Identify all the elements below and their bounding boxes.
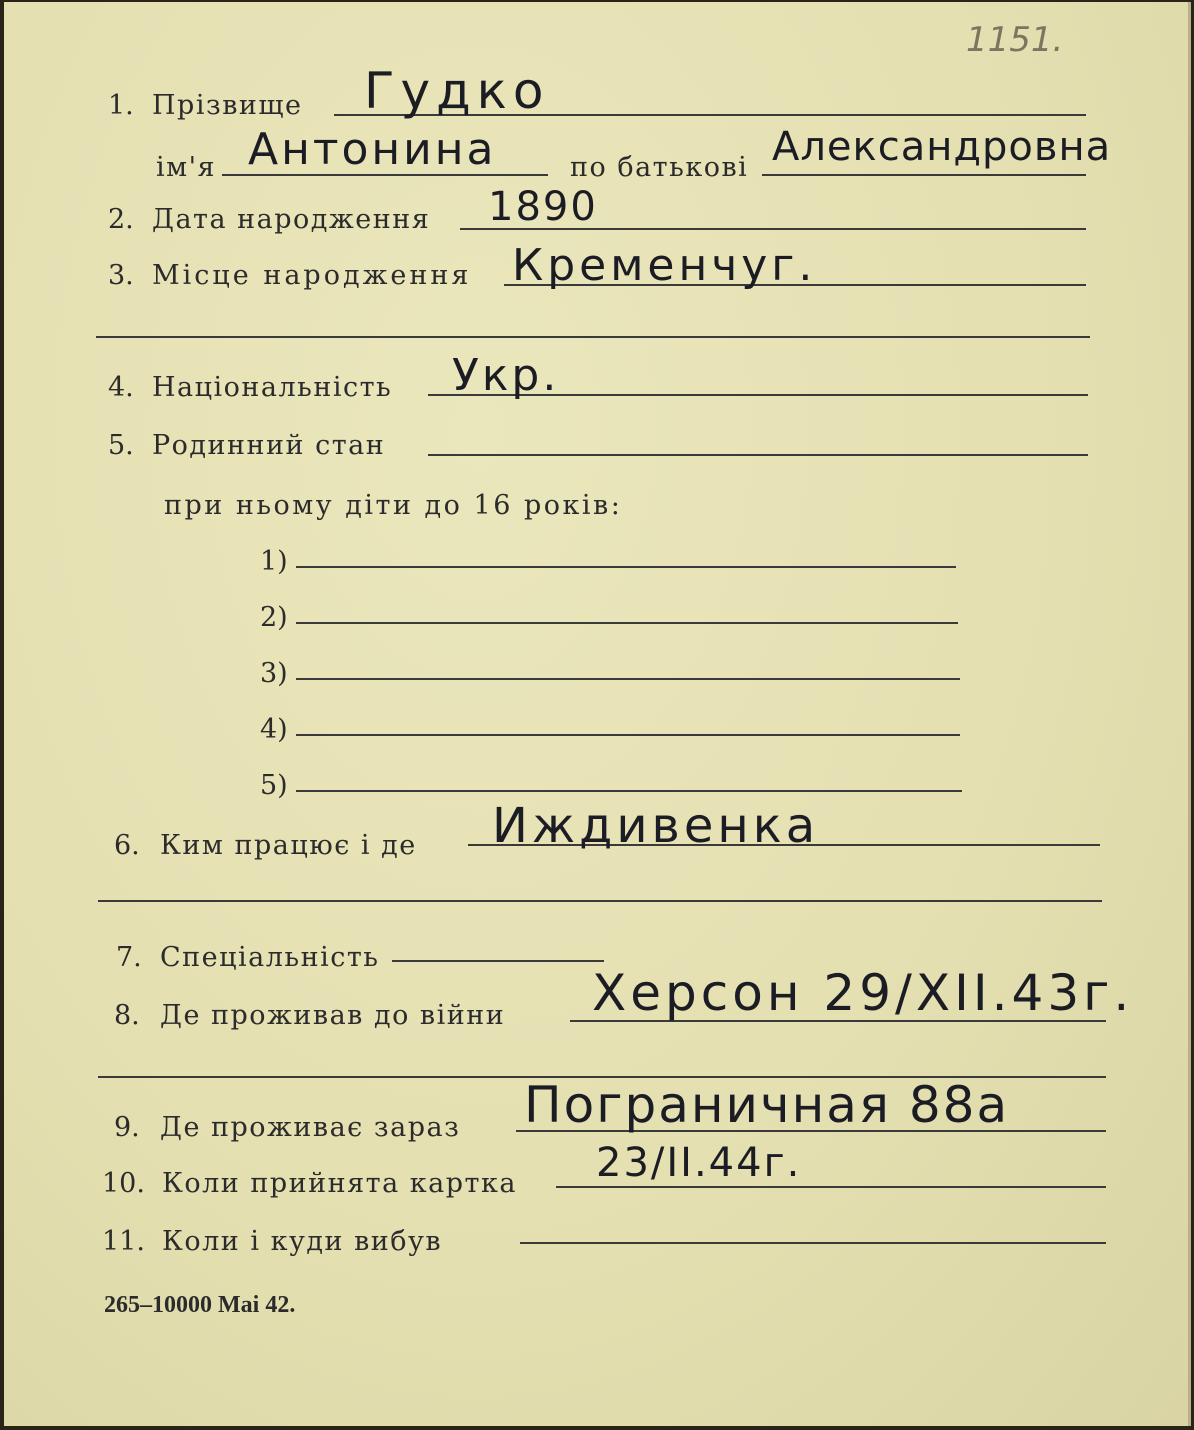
birthdate-label: Дата народження [152,204,431,235]
child-4-line [296,734,960,736]
field-3-number: 3. [108,260,134,291]
field-5-number: 5. [108,430,134,461]
current-residence-label: Де проживає зараз [160,1112,461,1143]
registration-card [4,2,1191,1426]
departure-label: Коли і куди вибув [162,1226,443,1257]
birthdate-value: 1890 [488,184,598,230]
patronymic-value: Александровна [772,124,1112,170]
card-accepted-line [556,1186,1106,1188]
prewar-residence-value: Херсон 29/XII.43г. [592,964,1134,1022]
patronymic-label: по батькові [570,152,749,183]
child-5-number: 5) [260,770,288,801]
birthplace-line-2 [96,336,1090,338]
birthplace-value: Кременчуг. [512,240,817,291]
field-7-number: 7. [116,942,142,973]
marital-status-line [428,454,1088,456]
child-5-line [296,790,962,792]
surname-value: Гудко [364,62,550,120]
field-8-number: 8. [114,1000,140,1031]
field-2-number: 2. [108,204,134,235]
child-2-line [296,622,958,624]
prewar-residence-label: Де проживав до війни [160,1000,506,1031]
print-info: 265–10000 Mai 42. [104,1292,296,1318]
field-6-number: 6. [114,830,140,861]
archive-number: 1151. [966,20,1064,60]
first-name-value: Антонина [248,124,497,175]
nationality-value: Укр. [452,350,560,401]
marital-status-label: Родинний стан [152,430,386,461]
birthplace-label: Місце народження [152,260,472,291]
child-1-number: 1) [260,546,288,577]
child-1-line [296,566,956,568]
occupation-label: Ким працює і де [160,830,417,861]
specialty-line [392,960,604,962]
occupation-value: Иждивенка [492,798,820,854]
child-3-number: 3) [260,658,288,689]
child-2-number: 2) [260,602,288,633]
card-accepted-label: Коли прийнята картка [162,1168,517,1199]
children-label: при ньому діти до 16 років: [164,490,623,521]
nationality-label: Національність [152,372,393,403]
field-11-number: 11. [102,1226,145,1257]
child-4-number: 4) [260,714,288,745]
specialty-label: Спеціальність [160,942,380,973]
field-1-number: 1. [108,90,134,121]
current-residence-value: Пограничная 88а [524,1076,1010,1134]
surname-label: Прізвище [152,90,303,121]
child-3-line [296,678,960,680]
patronymic-line [762,174,1086,176]
field-9-number: 9. [114,1112,140,1143]
field-10-number: 10. [102,1168,145,1199]
field-4-number: 4. [108,372,134,403]
first-name-label: ім'я [156,152,217,183]
occupation-line-2 [98,900,1102,902]
card-accepted-value: 23/II.44г. [596,1140,802,1186]
departure-line [520,1242,1106,1244]
